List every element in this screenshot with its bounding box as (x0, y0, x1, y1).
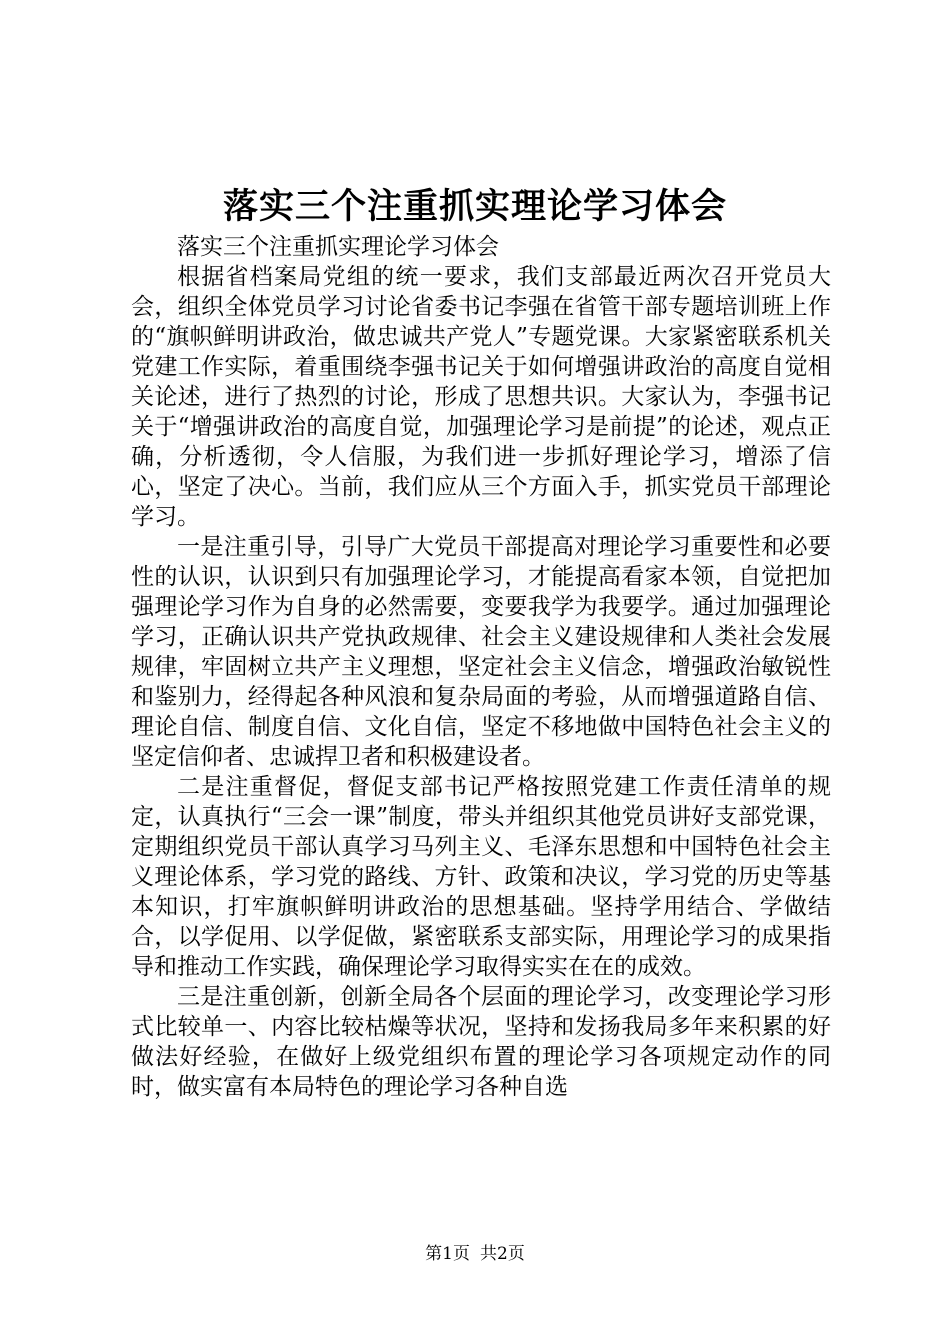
document-body (131, 232, 831, 1102)
page-footer (0, 1243, 950, 1265)
paragraph-intro: 根据省档案局党组的统一要求，我们支部最近两次召开党员大会，组织全体党员学习讨论省委书记李强在省管干部专题培训班上作的“旗帜鲜明讲政治，做忠诚共产党人”专题党课。大家紧密联系机关党建工作实际，着重围绕李强书记关于如何增强讲政治的高度自觉相关论述，进行了热烈的讨论，形成了思想共识。大家认为，李强书记关于“增强讲政治的高度自觉，加强理论学习是前提”的论述，观点正确，分析透彻，令人信服，为我们进一步抓好理论学习，增添了信心，坚定了决心。当前，我们应从三个方面入手，抓实党员干部理论学习。 (131, 264, 831, 530)
page-total: 共2页 (480, 1244, 525, 1264)
document-title: 落实三个注重抓实理论学习体会 (222, 186, 727, 227)
page-number: 第1页 (425, 1244, 470, 1264)
paragraph-point-one: 一是注重引导，引导广大党员干部提高对理论学习重要性和必要性的认识，认识到只有加强理论学习，才能提高看家本领，自觉把加强理论学习作为自身的必然需要，变要我学为我要学。通过加强理论学习，正确认识共产党执政规律、社会主义建设规律和人类社会发展规律，牢固树立共产主义理想，坚定社会主义信念，增强政治敏锐性和鉴别力，经得起各种风浪和复杂局面的考验，从而增强道路自信、理论自信、制度自信、文化自信，坚定不移地做中国特色社会主义的坚定信仰者、忠诚捍卫者和积极建设者。 (131, 534, 831, 770)
paragraph-subtitle: 落实三个注重抓实理论学习体会 (177, 234, 499, 260)
paragraph-point-three: 三是注重创新，创新全局各个层面的理论学习，改变理论学习形式比较单一、内容比较枯燥等状况，坚持和发扬我局多年来积累的好做法好经验，在做好上级党组织布置的理论学习各项规定动作的同时，做实富有本局特色的理论学习各种自选 (131, 984, 831, 1100)
paragraph-point-two: 二是注重督促，督促支部书记严格按照党建工作责任清单的规定，认真执行“三会一课”制度，带头并组织其他党员讲好支部党课，定期组织党员干部认真学习马列主义、毛泽东思想和中国特色社会主义理论体系，学习党的路线、方针、政策和决议，学习党的历史等基本知识，打牢旗帜鲜明讲政治的思想基础。坚持学用结合、学做结合，以学促用、以学促做，紧密联系支部实际，用理论学习的成果指导和推动工作实践，确保理论学习取得实实在在的成效。 (131, 774, 831, 980)
